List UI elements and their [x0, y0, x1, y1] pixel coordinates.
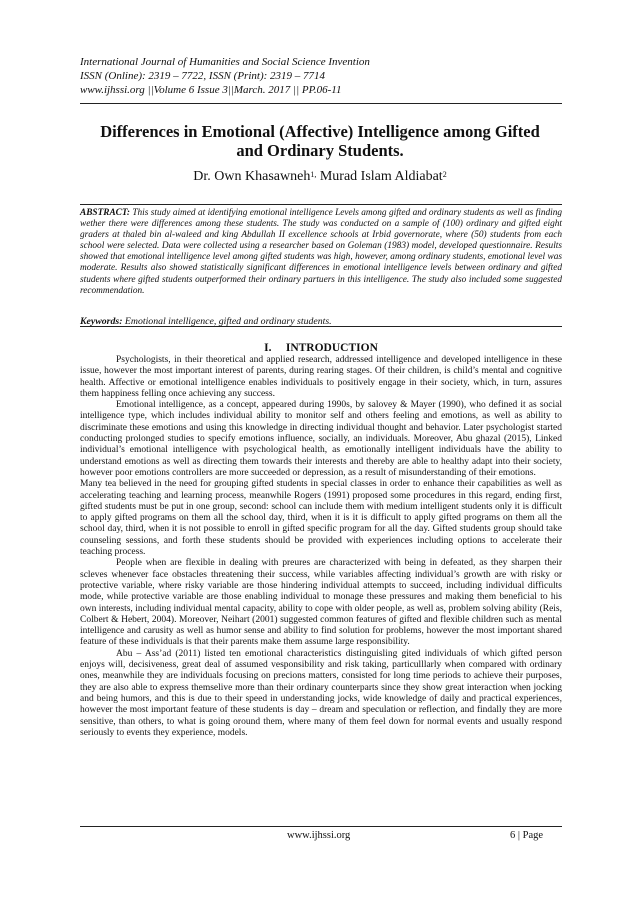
abstract-text: This study aimed at identifying emotional intelligence Levels among gifted and ordinary students as well as finding wether there were differences among these students. The study was conducted on a sample of (100) ordinary and gifted eight graders at thaled bin al-waleed and king Abdullah II excellence schools at Irbid governorate, where (50) students from each school were selected. Data were collected using a researcher based on Goleman (1983) model, developed questionnaire. Results showed that emotional intelligence level among gifted students was high, however, among ordinary students, emotional level was moderate. Results also showed statistically significant differences in emotional intelligence levels between ordinary and gifted students where gifted students outperformed their ordinary partuers in this intelligence. The study also included some suggested recommendation. — [80, 208, 562, 296]
author-1-affiliation: 1, — [310, 170, 317, 179]
paragraph: Many tea believed in the need for grouping gifted students in special classes in order to enhance their capabilities as well as accelerating teaching and learning process, meanwhile Rogers (1991) proposed some procedures in this regard, ending first, gifted students must be put in one group, second: school can include them with medium intelligent students only it is difficult to apply gifted programs on them all the school day, third, when it is it is difficult to apply gifted programs on them all the school day, third, when it is not possible to enroll in gifted specific program for all the day. Gifted students group should take counseling sessions, and forth these students should be provided with experiences including options to accelerate their teaching process. — [80, 479, 562, 558]
abstract — [80, 204, 562, 327]
journal-name: International Journal of Humanities and Social Science Invention — [80, 56, 370, 68]
section-number: I. — [264, 342, 272, 354]
footer-url: www.ijhssi.org — [287, 830, 351, 841]
paragraph: Psychologists, in their theoretical and applied research, addressed intelligence and developed intelligence in these issue, however the most important interest of parents, during rearing stages. Of their children, is child’s mental and cognitive health. Affective or emotional intelligence enables individuals to positively engage in their society, which, in turn, assures them happiness felling once achieving any success. — [80, 355, 562, 399]
abstract-label: ABSTRACT: — [80, 208, 130, 218]
paper-title — [70, 122, 570, 160]
author-2: Murad Islam Aldiabat — [316, 169, 443, 184]
author-line — [70, 168, 570, 186]
title-line-2: and Ordinary Students. — [236, 141, 404, 160]
section-title: INTRODUCTION — [285, 342, 378, 354]
body-text — [80, 355, 562, 739]
page-number: 6 | Page — [510, 830, 544, 841]
keywords — [80, 316, 562, 328]
journal-header — [80, 55, 580, 97]
footer-divider — [80, 826, 562, 827]
header-divider — [80, 103, 562, 104]
section-heading — [80, 341, 562, 355]
keywords-label: Keywords: — [80, 316, 123, 327]
paragraph: People when are flexible in dealing with preures are characterized with being in defeated, as they sharpen their scleves whenever face obstacles threatening their success, while variables affecting individual’s growth are with risky or protective variable, where risky variable are those hindering individual attempts to succeed, including individual difficults mode, while protective variable are those enabling individual to monage these pressures and making them beneficial to his own interests, including individual mental capacity, ability to cope with older people, as well as, problem solving ability (Reis, Colbert & Hebert, 2004). Moreover, Neihart (2001) suggested common features of gifted and flexible children such as mental intelligence and carusity as well as humor sense and ability to find solution for problems, however the most important shared feature of these individuals is that their parents make them assume large responsibility. — [80, 558, 562, 648]
author-2-affiliation: 2 — [442, 170, 447, 179]
keywords-text: Emotional intelligence, gifted and ordinary students. — [122, 316, 332, 327]
paragraph: Emotional intelligence, as a concept, appeared during 1990s, by salovey & Mayer (1990), who defined it as social intelligence type, which includes individual ability to monitor self and others feeling and emotions, as well as ability to discriminate these emotions and using this knowledge in directing individual thought and behavior. Later psychologist started conducting prolonged studies to specify emotions influence, socially, an individuals. Moreover, Abu ghazal (2015), Linked individual’s emotional intelligence with psychological health, as emotionally intelligent individuals have the ability to understand emotions as well as directing them towards their interests and thereby are able to healthy adapt into their society, however poor emotions controllers are more succeeded or depression, as a result of misunderstanding of their emotions. — [80, 400, 562, 478]
journal-volume: www.ijhssi.org ||Volume 6 Issue 3||March. 2017 || PP.06-11 — [80, 84, 342, 96]
author-1: Dr. Own Khasawneh — [193, 169, 311, 184]
paragraph: Abu – Ass’ad (2011) listed ten emotional characteristics distinguisling gited individuals of which gifted person enjoys will, decisiveness, great deal of assumed vesponsibility and risk taking, particulllarly when compared with ordinary ones, meanwhile they are individuals focusing on precions matters, consisted for long time periods to achieve their purposes, they are also able to express themselive more than their ordinary counterparts since they show great interaction when jocking and being humors, and this is due to their speed in understanding jocks, wide knowledge of daily and practical experiences, however the most important feature of these students is day – dream and speculation or reflection, and findally they are more sensitive, than others, to what is going oround them, where many of them feel down for normal events and usually respond seriously to events they experience, models. — [80, 648, 562, 738]
title-line-1: Differences in Emotional (Affective) Intelligence among Gifted — [100, 122, 540, 141]
journal-issn: ISSN (Online): 2319 – 7722, ISSN (Print): 2319 – 7714 — [80, 70, 326, 82]
